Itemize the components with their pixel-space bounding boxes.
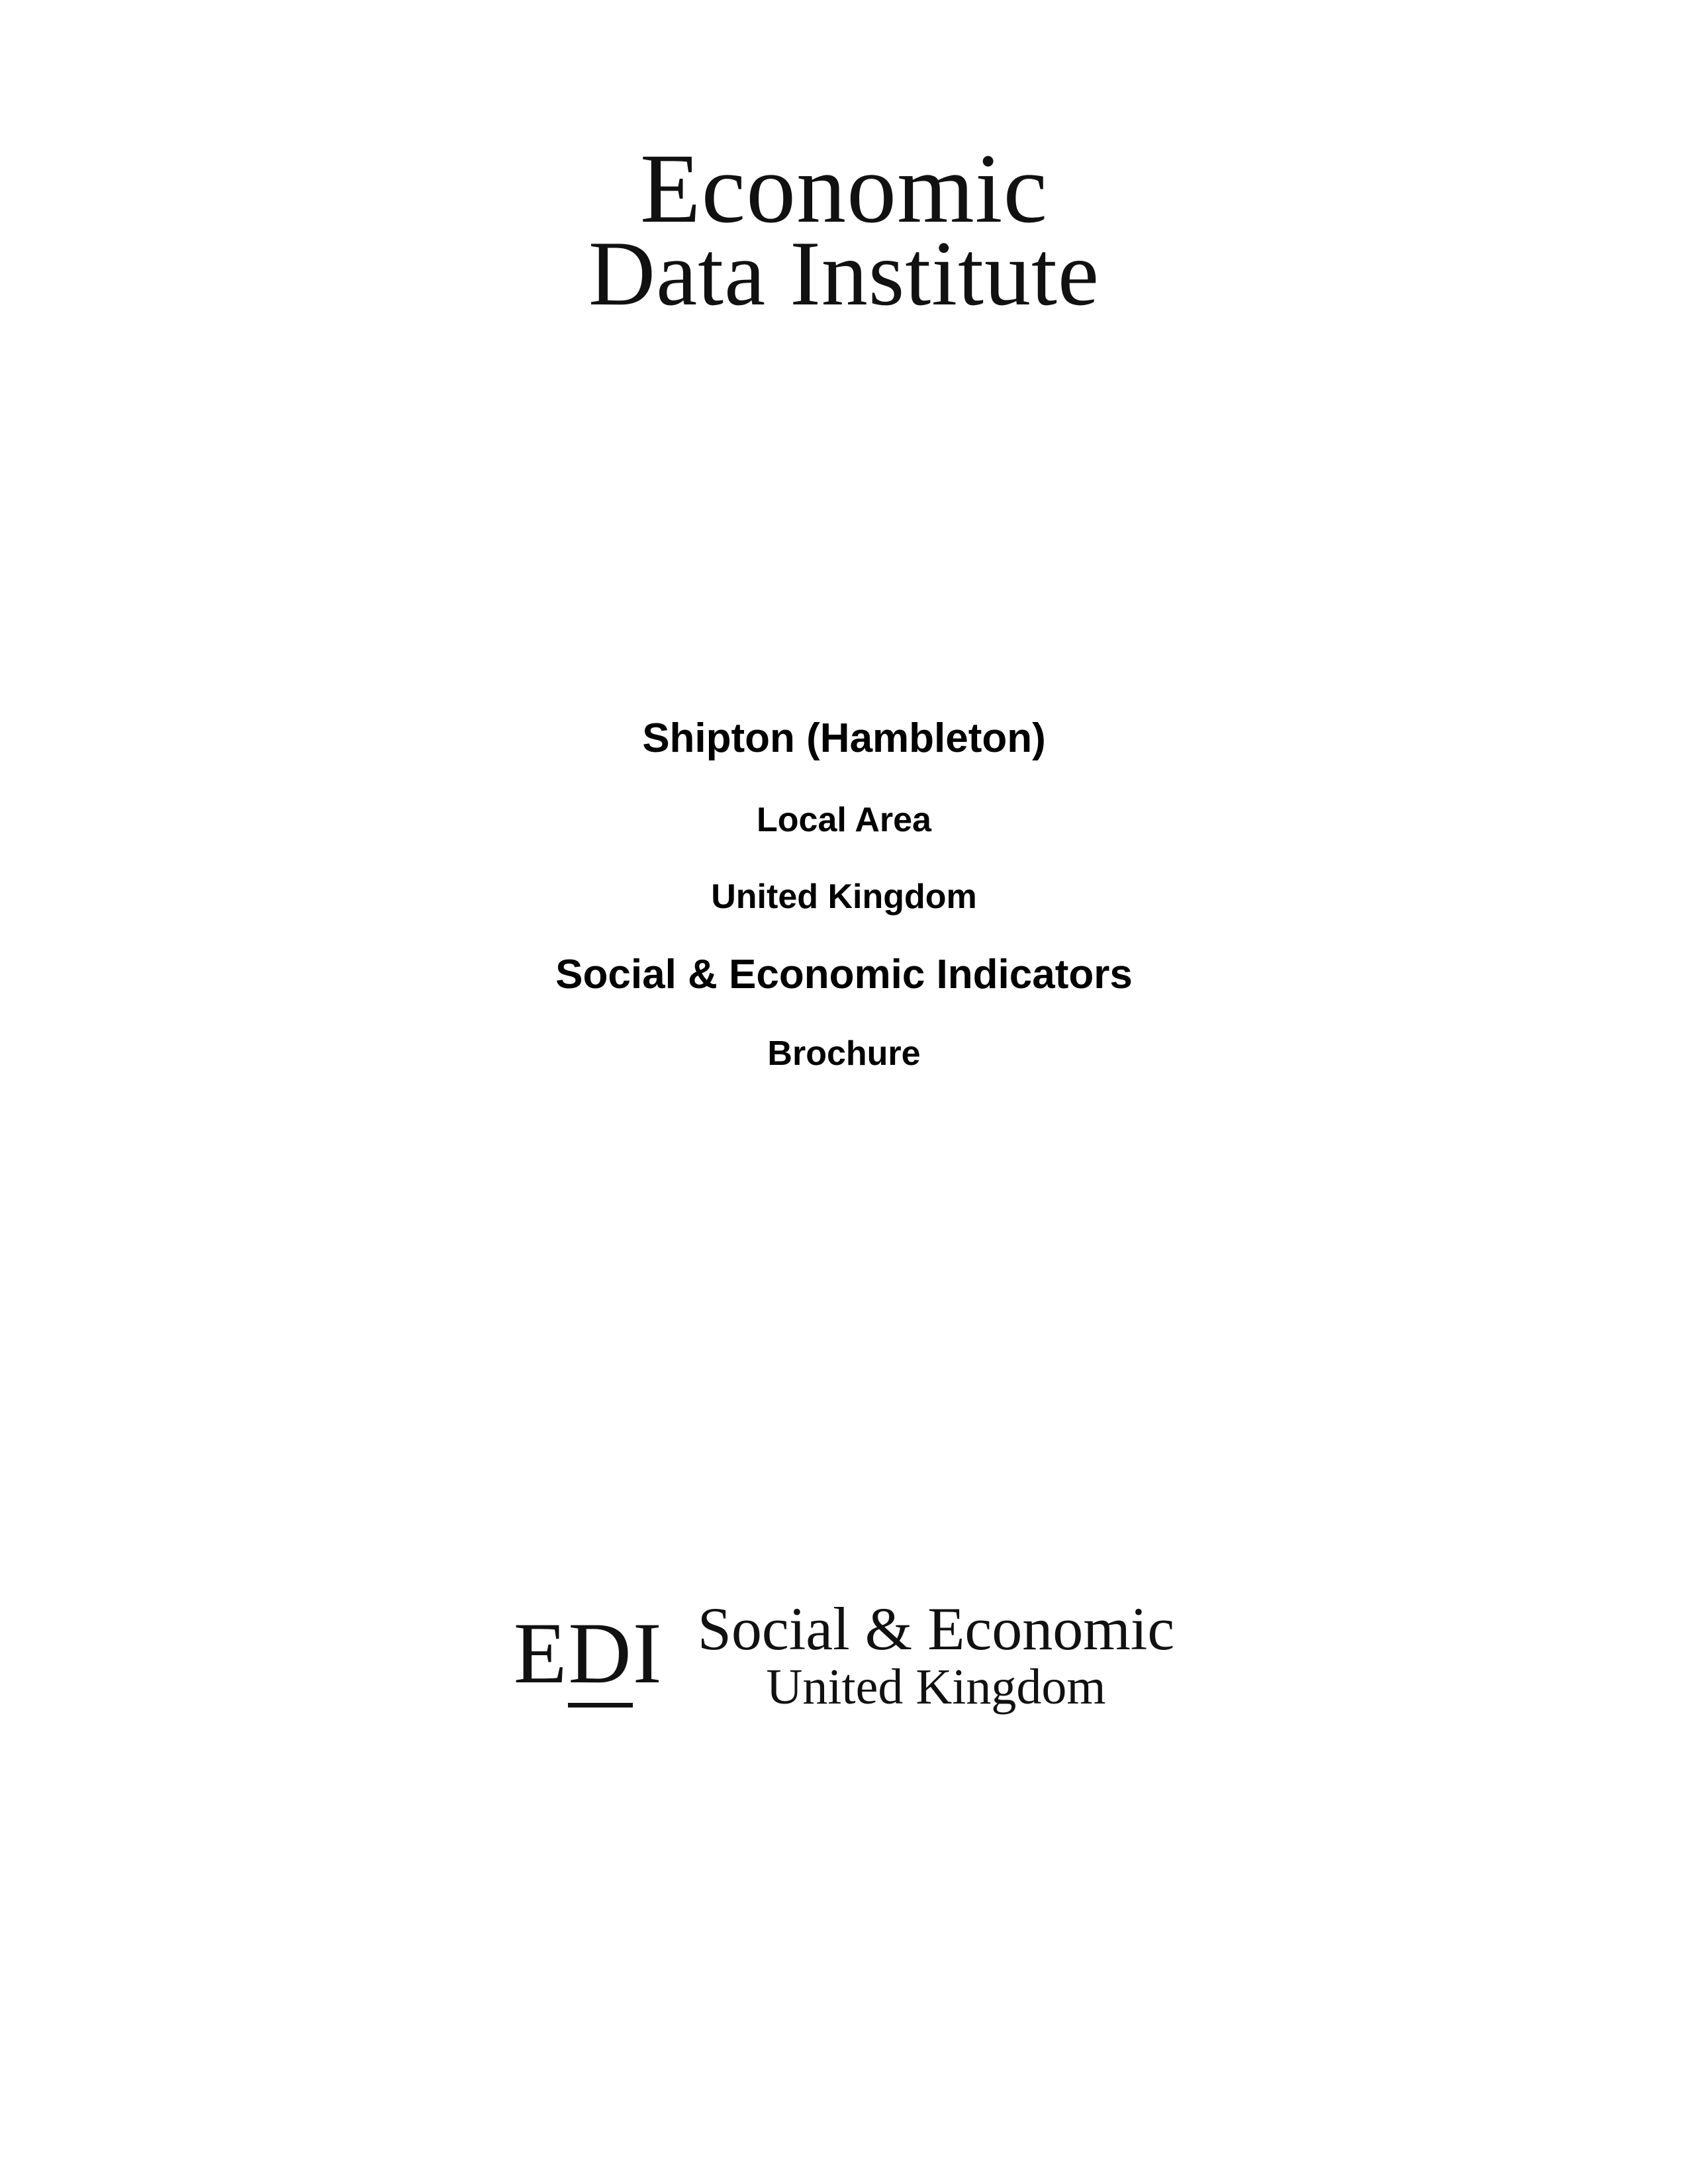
footer-logo-line-united-kingdom: United Kingdom [766,1659,1106,1715]
masthead-logo [0,134,1688,325]
cover-title-block [0,715,1688,1073]
masthead-line-economic: Economic [639,134,1049,244]
masthead-line-data-institute: Data Institute [588,222,1100,325]
edi-wordmark [514,1602,663,1709]
report-title: Social & Economic Indicators [555,952,1133,997]
footer-logo-line-social-economic: Social & Economic [697,1595,1175,1662]
edi-letter-i: I [632,1604,663,1702]
footer-logo [0,1595,1688,1715]
country-name: United Kingdom [711,878,977,916]
document-type: Brochure [767,1034,921,1073]
edi-letter-e: E [513,1604,569,1702]
edi-letter-d: D [568,1604,632,1707]
footer-logo-inner [513,1595,1175,1715]
area-name: Shipton (Hambleton) [642,715,1046,761]
area-type: Local Area [757,801,931,839]
footer-logo-words [697,1595,1175,1715]
